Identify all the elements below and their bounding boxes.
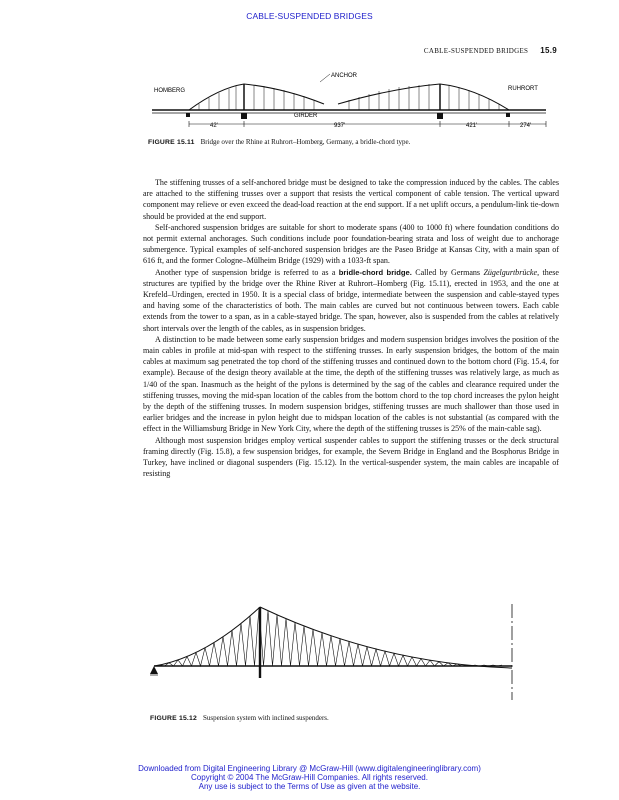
anchor-leader [320, 74, 330, 82]
fraction: 1/40 [143, 379, 158, 389]
paragraph: Although most suspension bridges employ vertical suspender cables to support the stiffening trusses or the deck structural framing directly (Fig. 15.8), a few suspension bridges, for example, the Severn Bridge in England and the Bosphorus Bridge in Turkey, have inclined or diagonal suspenders (Fig. 15.12). In the vertical-suspender system, the main cables are incapable of resisting [143, 435, 559, 479]
paragraph: Self-anchored suspension bridges are suitable for short to moderate spans (400 to 1000 ft) where foundation conditions do not permit external anchorages. Such conditions include poor foundation-bearing strata and loss of weight due to anchorage submergence. Typical examples of self-anchored suspension bridges are the Paseo Bridge at Kansas City, with a main span of 616 ft, and the former Cologne–Mülheim Bridge (1929) with a 1033-ft span. [143, 222, 559, 266]
figure-15-12-caption [150, 714, 329, 722]
dim-label-3: 421' [466, 123, 478, 129]
caption-text: Suspension system with inclined suspenders. [202, 714, 329, 722]
dim-label-4: 274' [520, 123, 532, 129]
running-head-title: CABLE-SUSPENDED BRIDGES [423, 47, 529, 55]
text-run: A distinction to be made between some early suspension bridges and modern suspension bridges involves the position of the main cables in profile at mid-span with respect to the stiffening trusses. In early suspension bridges, the bottom of the main cables at maximum sag penetrated the top chord of the stiffening trusses and continued down to the bottom chord (Fig. 15.4, for example). Because of the design theory available at the time, the depth of the stiffening trusses was relatively large, as much as [143, 334, 559, 378]
support-triangle [150, 666, 158, 674]
term-italic: Zügelgurtbrücke [483, 267, 538, 277]
text-run: , these structures are typified by the bridge over the Rhine River at Ruhrort–Homberg (Fig. 15.11), erected in 1953, and the one at Krefeld–Urdingen, erected in 1950. It is a special class of bridge, intermediate between the suspension and cable-stayed types and having some of the characteristics of both. The main cables are curved but not continuous between towers. Each cable extends from the tower to a span, as in a cable-stayed bridge. The span, however, also is suspended from the cables at relatively short intervals over the length of the cables, as in suspension bridges. [143, 267, 559, 333]
ruhrort-label: RUHRORT [508, 86, 538, 92]
main-cable [260, 607, 512, 668]
figure-15-11-caption [148, 138, 410, 146]
text-run: of the span. Inasmuch as the height of the pylons is determined by the sag of the cables and clearance required under the stiffening trusses, moving the mid-span location of the cables from the bottom chord to the top chord increases the pylon height by the depth of the stiffening trusses. In modern suspension bridges, stiffening trusses are much shallower than those used in earlier bridges and the increase in pylon height due to midspan location of the cables is not substantial (as compared with the effect in the Williamsburg Bridge in New York City, where the depth of the stiffening trusses is 25% of the main-cable sag). [143, 379, 559, 434]
anchor-label: ANCHOR [331, 73, 358, 79]
piers [186, 113, 510, 119]
top-banner: CABLE-SUSPENDED BRIDGES [246, 11, 373, 21]
suspender-zigzag [160, 608, 502, 666]
dim-label-2: 937' [334, 123, 346, 129]
text-run: Another type of suspension bridge is referred to as a [155, 267, 339, 277]
inclined-suspender-diagram [150, 602, 530, 702]
right-cable [338, 84, 509, 110]
paragraph: The stiffening trusses of a self-anchored bridge must be designed to take the compression induced by the cables. The cables are attached to the stiffening trusses over a support that resists the vertical component of cable tension. The vertical upward component may relieve or even exceed the dead-load reaction at the end support. If a net uplift occurs, a pendulum-link tie-down should be provided at the end support. [143, 178, 559, 221]
figure-15-11 [144, 68, 554, 136]
paragraph [143, 267, 559, 334]
term-bold: bridle-chord bridge. [338, 267, 412, 277]
paragraph [143, 334, 559, 435]
running-head [424, 46, 557, 55]
footer-line[interactable]: Downloaded from Digital Engineering Library @ McGraw-Hill (www.digitalengineeringlibrary.com) [138, 764, 481, 773]
figure-15-12 [150, 602, 530, 702]
text-run: Called by Germans [411, 267, 484, 277]
bridle-chord-bridge-diagram [144, 68, 554, 136]
caption-text: Bridge over the Rhine at Ruhrort–Homberg, Germany, a bridle-chord type. [200, 138, 411, 146]
homberg-label: HOMBERG [154, 88, 186, 94]
body-text [143, 177, 559, 479]
inclined-suspenders [160, 608, 502, 666]
footer [0, 764, 619, 791]
side-span-cable [154, 607, 260, 666]
footer-line: Copyright © 2004 The McGraw-Hill Companies. All rights reserved. [191, 773, 428, 782]
page-number: 15.9 [540, 46, 557, 55]
girder-label: GIRDER [294, 113, 318, 119]
caption-label: FIGURE 15.11 [148, 139, 195, 146]
footer-line: Any use is subject to the Terms of Use as given at the website. [198, 782, 421, 791]
caption-label: FIGURE 15.12 [150, 715, 197, 722]
dim-label-1: 42' [210, 123, 218, 129]
